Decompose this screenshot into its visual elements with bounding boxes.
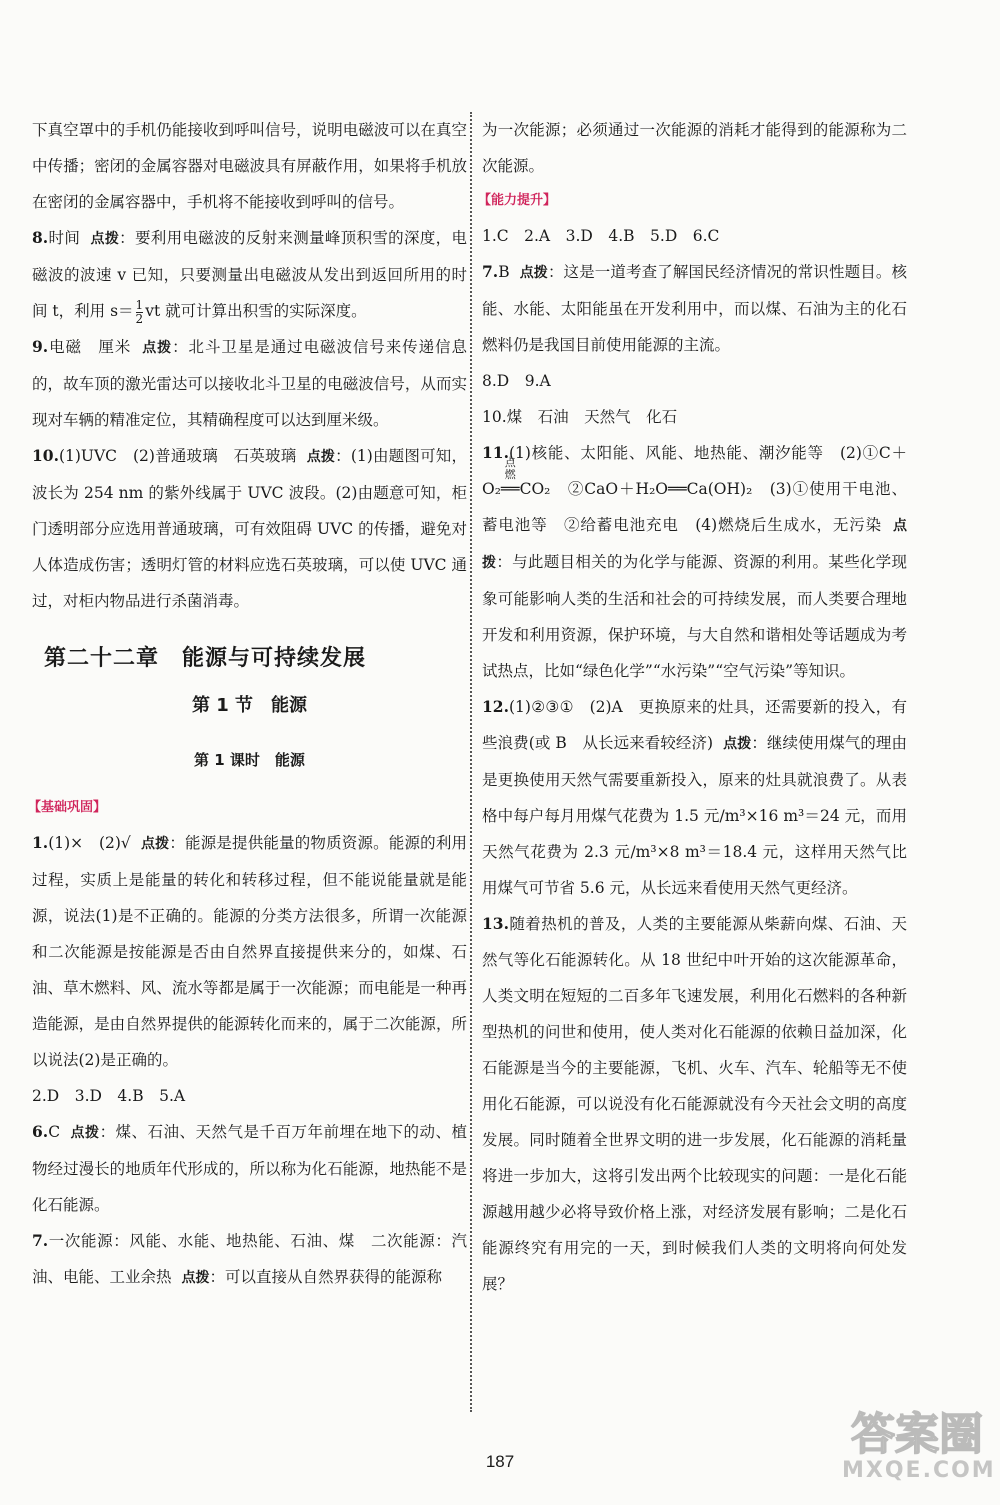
answer-7b: 7.B 点拨：这是一道考查了解国民经济情况的常识性题目。核能、水能、太阳能虽在开发利用中，而以煤、石油为主的化石燃料仍是我国目前使用能源的主流。 xyxy=(482,262,907,354)
lesson-title: 第 1 课时 能源 xyxy=(194,751,305,769)
answer-10b: 10.煤 石油 天然气 化石 xyxy=(482,408,678,426)
hint-label: 点拨 xyxy=(306,449,336,465)
answers-8-9: 8.D 9.A xyxy=(482,372,551,390)
hint-label: 点拨 xyxy=(141,340,173,356)
answer-1: 1.(1)× (2)√ 点拨：能源是提供能量的物质资源。能源的利用过程，实质上是能量的转化和转移过程，但不能说能量就是能源，说法(1)是不正确的。能源的分类方法很多，所谓一次能源和二次能源是按能源是否由自然界直接提供来分的，如煤、石油、草木燃料、风、流水等都是属于一次能源；而电能是一种再造能源，是由自然界提供的能源转化而来的，属于二次能源，所以说法(2)是正确的。 xyxy=(32,833,467,1069)
answer-7-continued: 为一次能源；必须通过一次能源的消耗才能得到的能源称为二次能源。 xyxy=(482,121,907,175)
hint-label: 点拨 xyxy=(70,1125,100,1141)
reaction-arrow: 点燃 ══ xyxy=(500,456,520,498)
section-title: 第 1 节 能源 xyxy=(191,695,308,716)
right-column xyxy=(478,112,907,1302)
chapter-title: 第二十二章 能源与可持续发展 xyxy=(44,646,367,671)
answer-8: 8.时间 点拨：要利用电磁波的反射来测量峰顶积雪的深度，电磁波的波速 v 已知，只要测量出电磁波从发出到返回所用的时间 t，利用 s＝ $\frac{1}{2}$ vt 就可计算出积雪的实际深度。 xyxy=(32,228,467,326)
hint-label: 点拨 xyxy=(723,736,752,752)
answer-10: 10.(1)UVC (2)普通玻璃 石英玻璃 点拨：(1)由题图可知，波长为 254 nm 的紫外线属于 UVC 波段。(2)由题意可知，柜门透明部分应选用普通玻璃，可有效阻碍 UVC 的传播，避免对人体造成伤害；透明灯管的材料应选石英玻璃，可以使 UVC 通过，对柜内物品进行杀菌消毒。 xyxy=(32,446,468,610)
basic-consolidation-label: 【基础巩固】 xyxy=(28,800,107,815)
answer-13: 13.随着热机的普及，人类的主要能源从柴薪向煤、石油、天然气等化石能源转化。从 18 世纪中叶开始的这次能源革命，人类文明在短短的二百多年飞速发展，利用化石燃料的各种新型热机的问世和使用，使人类对化石能源的依赖日益加深，化石能源是当今的主要能源，飞机、火车、汽车、轮船等无不使用化石能源，可以说没有化石能源就没有今天社会文明的高度发展。同时随着全世界文明的进一步发展，化石能源的消耗量将进一步加大，这将引发出两个比较现实的问题：一是化石能源越用越少必将导致价格上涨，对经济发展有影响；二是化石能源终究有用完的一天，到时候我们人类的文明将向何处发展？ xyxy=(482,914,907,1293)
hint-label: 点拨 xyxy=(482,518,907,571)
answer-7: 7.一次能源：风能、水能、地热能、石油、煤 二次能源：汽油、电能、工业余热 点拨：可以直接从自然界获得的能源称 xyxy=(32,1231,467,1286)
answer-12: 12.(1)②③① (2)A 更换原来的灶具，还需要新的投入，有些浪费(或 B 从长远来看较经济) 点拨：继续使用煤气的理由是更换使用天然气需要重新投入，原来的灶具就浪费了。从表格中每户每月用煤气花费为 1.5 元/m³×16 m³＝24 元，而用天然气花费为 2.3 元/m³×8 m³＝18.4 元，这样用天然气比用煤气可节省 5.6 元，从长远来看使用天然气更经济。 xyxy=(482,697,907,897)
answer-11: 11.(1)核能、太阳能、风能、地热能、潮汐能等 (2)①C＋O₂ 点燃 ══CO₂ ②CaO＋H₂O══Ca(OH)₂ (3)①使用干电池、蓄电池等 ②给蓄电池充电 (4)燃烧后生成水，无污染 点拨：与此题目相关的为化学与能源、资源的利用。某些化学现象可能影响人类的生活和社会的可持续发展，而人类要合理地开发和利用资源，保护环境，与大自然和谐相处等话题成为考试热点，比如“绿色化学”“水污染”“空气污染”等知识。 xyxy=(482,443,907,680)
hint-label: 点拨 xyxy=(181,1270,210,1286)
intro-paragraph: 下真空罩中的手机仍能接收到呼叫信号，说明电磁波可以在真空中传播；密闭的金属容器对电磁波具有屏蔽作用，如果将手机放在密闭的金属容器中，手机将不能接收到呼叫的信号。 xyxy=(32,121,467,211)
column-divider xyxy=(470,112,472,1412)
hint-label: 点拨 xyxy=(140,836,170,852)
answers-1-6: 1.C 2.A 3.D 4.B 5.D 6.C xyxy=(482,227,720,245)
ability-improvement-label: 【能力提升】 xyxy=(478,193,557,208)
watermark-top: 答案圈 xyxy=(851,1409,983,1460)
answers-2-5: 2.D 3.D 4.B 5.A xyxy=(32,1087,186,1105)
watermark-logo xyxy=(842,1409,996,1491)
page-number: 187 xyxy=(485,1452,515,1471)
answer-6: 6.C 点拨：煤、石油、天然气是千百万年前埋在地下的动、植物经过漫长的地质年代形成的，所以称为化石能源，地热能不是化石能源。 xyxy=(32,1122,467,1214)
fraction: $\frac{1}{2}$ xyxy=(135,297,144,326)
left-column xyxy=(28,112,468,1296)
hint-label: 点拨 xyxy=(519,265,548,281)
watermark-bottom: MXQE.COM xyxy=(842,1458,996,1483)
answer-9: 9.电磁 厘米 点拨：北斗卫星是通过电磁波信号来传递信息的，故车顶的激光雷达可以接收北斗卫星的电磁波信号，从而实现对车辆的精准定位，其精确程度可以达到厘米级。 xyxy=(32,337,467,429)
hint-label: 点拨 xyxy=(90,231,120,247)
